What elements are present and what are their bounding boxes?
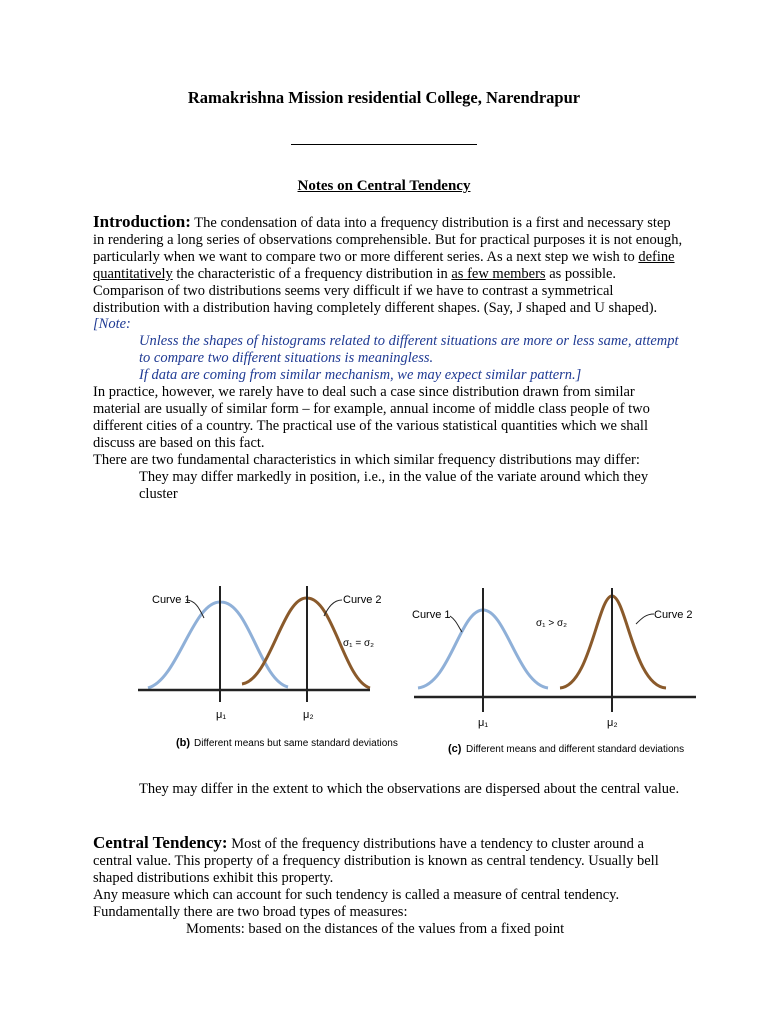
central-tendency-section [93, 835, 683, 937]
intro-text-b: the characteristic of a frequency distribution in [172, 265, 452, 282]
curve-1-label: Curve 1 [412, 609, 451, 621]
note-line-2: If data are coming from similar mechanism, we may expect similar pattern.] [139, 367, 582, 384]
figure-caption: Different means and different standard deviations [466, 744, 685, 755]
central-tendency-heading: Central Tendency: [93, 833, 228, 852]
ct-text-1: Most of the frequency distributions have a tendency to cluster around a central value. This property of a frequency distribution is known as central tendency. Usually bell shaped distributions exhibit this property. [93, 836, 659, 886]
intro-text-c: as possible. [545, 265, 617, 282]
mu-2-label: μ₂ [607, 717, 618, 729]
caption-letter: (b) [176, 737, 191, 749]
intro-text-a: The condensation of data into a frequency distribution is a first and necessary step in rendering a long series of observations comprehensible. But for practical purposes it is not enough, particularly when we want to compare two or more different series. As a next step we wish to [93, 215, 683, 265]
underlined-as-few-members: as few members [451, 265, 546, 282]
curve-2-pointer [636, 614, 654, 624]
differ-point-2: They may differ in the extent to which the observations are dispersed about the central value. [139, 781, 680, 797]
sigma-relation: σ₁ = σ₂ [343, 638, 374, 649]
mu-1-label: μ₁ [478, 717, 489, 729]
introduction-section [93, 214, 683, 502]
mu-2-label: μ₂ [303, 709, 314, 721]
underlined-define-quantitatively: define quantitatively [93, 248, 675, 282]
mu-1-label: μ₁ [216, 709, 227, 721]
note-line-1: Unless the shapes of histograms related to different situations are more or less same, attempt to compare two different situations is meaningless. [139, 333, 679, 367]
intro-paragraph-1 [93, 214, 683, 283]
institution-heading: Ramakrishna Mission residential College, Narendrapur [187, 88, 581, 107]
page-title: Notes on Central Tendency [297, 178, 471, 194]
sigma-relation: σ₁ > σ₂ [536, 618, 567, 629]
figure-different-sd [410, 580, 702, 764]
intro-paragraph-2: Comparison of two distributions seems very difficult if we have to contrast a symmetrical distribution with a distribution having completely different shapes. (Say, J shaped and U shaped). [93, 282, 658, 316]
curve-1-line [148, 602, 288, 688]
intro-paragraph-3: In practice, however, we rarely have to deal such a case since distribution drawn from similar material are usually of similar form – for example, annual income of middle class people of two different cities of a country. The practical use of the various statistical quantities which we shall discuss are based on this fact. [93, 384, 650, 451]
figure-caption: Different means but same standard deviations [194, 738, 398, 749]
differ-point-1: They may differ markedly in position, i.e., in the value of the variate around which they cluster [139, 468, 649, 502]
moments-item: Moments: based on the distances of the values from a fixed point [186, 920, 565, 937]
caption-letter: (c) [448, 743, 462, 755]
title-divider [291, 144, 477, 145]
introduction-heading: Introduction: [93, 212, 191, 231]
ct-paragraph-2: Any measure which can account for such tendency is called a measure of central tendency. Fundamentally there are two broad types of measures: [93, 886, 620, 920]
curve-2-label: Curve 2 [654, 609, 693, 621]
intro-paragraph-4: There are two fundamental characteristics in which similar frequency distributions may differ: [93, 451, 640, 468]
figure-same-sd [138, 580, 398, 756]
note-open: [Note: [93, 316, 131, 333]
curve-2-label: Curve 2 [343, 594, 382, 606]
ct-paragraph-1 [93, 835, 683, 887]
curve-1-label: Curve 1 [152, 594, 191, 606]
curve-1-pointer [450, 616, 462, 632]
